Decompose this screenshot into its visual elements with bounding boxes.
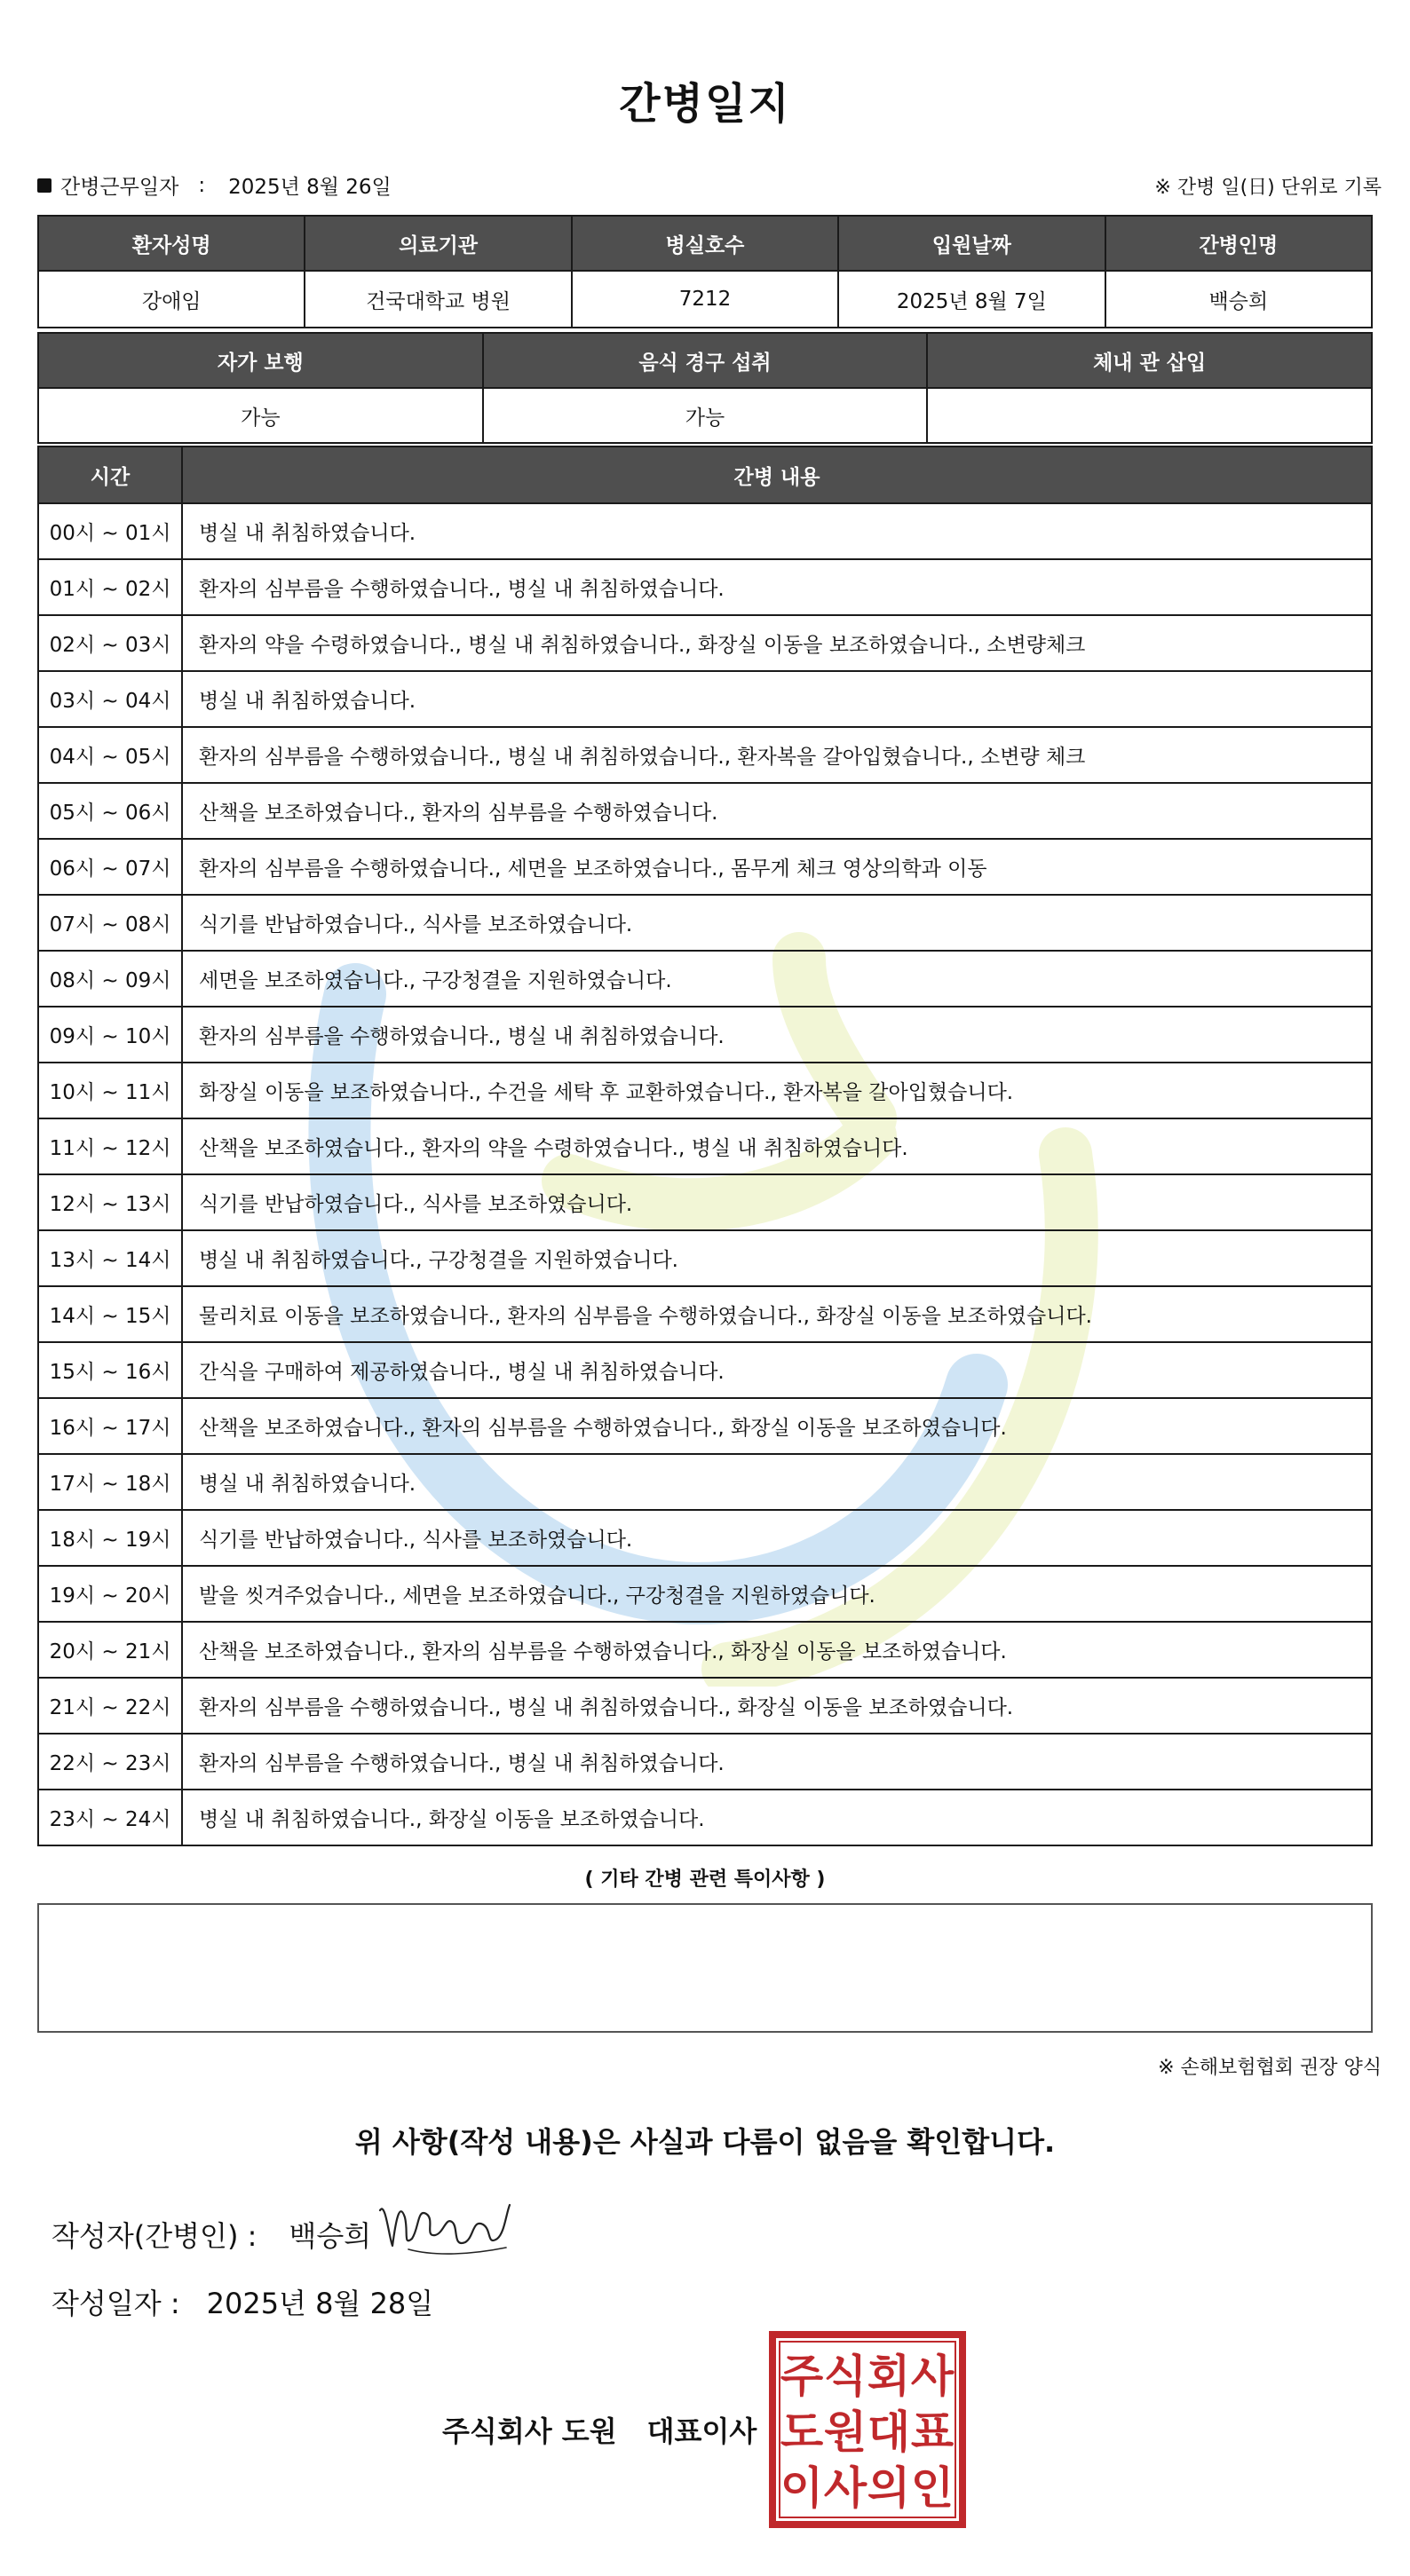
header-patient-name: 환자성명 [38,216,305,271]
header-time: 시간 [38,446,182,503]
header-care-content: 간병 내용 [182,446,1372,503]
work-date-label: 간병근무일자 [60,176,179,199]
care-content: 산책을 보조하였습니다., 환자의 심부름을 수행하였습니다., 화장실 이동을 보조하였습니다. [182,1622,1372,1678]
time-slot: 02시 ~ 03시 [38,615,182,671]
header-hospital: 의료기관 [305,216,571,271]
table-row [38,1230,1372,1286]
care-content: 환자의 심부름을 수행하였습니다., 병실 내 취침하였습니다., 화장실 이동을 보조하였습니다. [182,1678,1372,1734]
written-date-label: 작성일자 : [51,2287,180,2320]
time-slot: 09시 ~ 10시 [38,1007,182,1063]
time-slot: 11시 ~ 12시 [38,1118,182,1174]
table-row [38,727,1372,783]
table-row [38,1286,1372,1342]
time-slot: 18시 ~ 19시 [38,1510,182,1566]
care-content: 산책을 보조하였습니다., 환자의 약을 수령하였습니다., 병실 내 취침하였습니다. [182,1118,1372,1174]
work-date-separator: : [198,173,206,197]
table-row [38,1342,1372,1398]
care-content: 환자의 심부름을 수행하였습니다., 병실 내 취침하였습니다., 환자복을 갈아입혔습니다., 소변량 체크 [182,727,1372,783]
table-row [38,1566,1372,1622]
time-slot: 03시 ~ 04시 [38,671,182,727]
care-content: 세면을 보조하였습니다., 구강청결을 지원하였습니다. [182,951,1372,1007]
svg-text:이: 이 [780,2462,824,2514]
svg-text:회: 회 [867,2351,911,2402]
care-content: 병실 내 취침하였습니다. [182,671,1372,727]
written-date-value: 2025년 8월 28일 [206,2287,434,2320]
room-number: 7212 [572,271,838,328]
writer-line [51,2214,371,2255]
self-walking-value: 가능 [38,388,483,443]
patient-ability-table [37,332,1373,444]
writer-name: 백승희 [289,2219,372,2253]
svg-text:식: 식 [823,2351,867,2402]
table-row [38,1790,1372,1845]
time-slot: 04시 ~ 05시 [38,727,182,783]
care-content: 발을 씻겨주었습니다., 세면을 보조하였습니다., 구강청결을 지원하였습니다. [182,1566,1372,1622]
header-self-walking: 자가 보행 [38,333,483,388]
care-content: 병실 내 취침하였습니다., 화장실 이동을 보조하였습니다. [182,1790,1372,1845]
written-date-line [51,2281,433,2322]
time-slot: 20시 ~ 21시 [38,1622,182,1678]
time-slot: 08시 ~ 09시 [38,951,182,1007]
time-slot: 05시 ~ 06시 [38,783,182,839]
care-content: 식기를 반납하였습니다., 식사를 보조하였습니다. [182,1174,1372,1230]
table-row [38,559,1372,615]
table-row [38,1678,1372,1734]
hospital-name: 건국대학교 병원 [305,271,571,328]
table-row [38,1007,1372,1063]
care-log-table [37,446,1373,1846]
time-slot: 16시 ~ 17시 [38,1398,182,1454]
admission-date: 2025년 8월 7일 [838,271,1105,328]
care-content: 병실 내 취침하였습니다. [182,503,1372,559]
oral-intake-value: 가능 [483,388,928,443]
table-row [38,671,1372,727]
table-row [38,1510,1372,1566]
special-notes-box [37,1903,1373,2033]
unit-note: ※ 간병 일(日) 단위로 기록 [1154,177,1382,199]
table-row [38,1734,1372,1790]
care-content: 간식을 구매하여 제공하였습니다., 병실 내 취침하였습니다. [182,1342,1372,1398]
header-admission-date: 입원날짜 [838,216,1105,271]
header-room-number: 병실호수 [572,216,838,271]
svg-text:대: 대 [867,2406,911,2458]
care-content: 물리치료 이동을 보조하였습니다., 환자의 심부름을 수행하였습니다., 화장실 이동을 보조하였습니다. [182,1286,1372,1342]
ability-header-row [38,333,1372,388]
confirmation-statement: 위 사항(작성 내용)은 사실과 다름이 없음을 확인합니다. [354,2125,1056,2159]
representative-title: 대표이사 [646,2414,757,2448]
svg-text:사: 사 [910,2351,955,2402]
work-date-value: 2025년 8월 26일 [228,176,392,199]
care-content: 환자의 심부름을 수행하였습니다., 병실 내 취침하였습니다. [182,1007,1372,1063]
time-slot: 13시 ~ 14시 [38,1230,182,1286]
table-row [38,839,1372,895]
svg-text:원: 원 [823,2406,867,2458]
time-slot: 15시 ~ 16시 [38,1342,182,1398]
table-row [38,1063,1372,1118]
time-slot: 06시 ~ 07시 [38,839,182,895]
company-line [442,2409,756,2450]
caregiver-name: 백승희 [1105,271,1372,328]
svg-text:인: 인 [910,2462,955,2514]
time-slot: 14시 ~ 15시 [38,1286,182,1342]
time-slot: 17시 ~ 18시 [38,1454,182,1510]
table-row [38,951,1372,1007]
time-slot: 07시 ~ 08시 [38,895,182,951]
care-content: 병실 내 취침하였습니다., 구강청결을 지원하였습니다. [182,1230,1372,1286]
care-content: 산책을 보조하였습니다., 환자의 심부름을 수행하였습니다. [182,783,1372,839]
time-slot: 00시 ~ 01시 [38,503,182,559]
header-oral-intake: 음식 경구 섭취 [483,333,928,388]
work-date-line [37,170,392,200]
time-slot: 23시 ~ 24시 [38,1790,182,1845]
time-slot: 22시 ~ 23시 [38,1734,182,1790]
document-title: 간병일지 [619,79,791,129]
time-slot: 12시 ~ 13시 [38,1174,182,1230]
patient-info-value-row [38,271,1372,328]
svg-text:주: 주 [780,2351,824,2402]
company-name: 주식회사 도원 [442,2414,617,2448]
tube-insertion-value [927,388,1372,443]
care-content: 환자의 약을 수령하였습니다., 병실 내 취침하였습니다., 화장실 이동을 보조하였습니다., 소변량체크 [182,615,1372,671]
table-row [38,1454,1372,1510]
care-content: 환자의 심부름을 수행하였습니다., 병실 내 취침하였습니다. [182,1734,1372,1790]
header-caregiver-name: 간병인명 [1105,216,1372,271]
time-slot: 01시 ~ 02시 [38,559,182,615]
care-content: 환자의 심부름을 수행하였습니다., 병실 내 취침하였습니다. [182,559,1372,615]
patient-name: 강애임 [38,271,305,328]
table-row [38,1174,1372,1230]
svg-text:의: 의 [867,2462,911,2514]
patient-info-table [37,215,1373,328]
recommend-note: ※ 손해보험협회 권장 양식 [1158,2057,1382,2079]
square-bullet-icon [37,178,51,193]
table-row [38,783,1372,839]
svg-text:표: 표 [910,2406,955,2458]
care-content: 화장실 이동을 보조하였습니다., 수건을 세탁 후 교환하였습니다., 환자복을 갈아입혔습니다. [182,1063,1372,1118]
table-row [38,615,1372,671]
ability-value-row [38,388,1372,443]
handwritten-signature [373,2184,515,2264]
time-slot: 19시 ~ 20시 [38,1566,182,1622]
table-row [38,503,1372,559]
company-seal-stamp [767,2329,968,2530]
care-content: 식기를 반납하였습니다., 식사를 보조하였습니다. [182,895,1372,951]
care-content: 식기를 반납하였습니다., 식사를 보조하였습니다. [182,1510,1372,1566]
writer-label: 작성자(간병인) : [51,2219,257,2253]
svg-text:사: 사 [823,2462,867,2514]
patient-info-header-row [38,216,1372,271]
table-row [38,1622,1372,1678]
care-log-header-row [38,446,1372,503]
time-slot: 21시 ~ 22시 [38,1678,182,1734]
care-content: 산책을 보조하였습니다., 환자의 심부름을 수행하였습니다., 화장실 이동을 보조하였습니다. [182,1398,1372,1454]
care-content: 병실 내 취침하였습니다. [182,1454,1372,1510]
svg-text:도: 도 [780,2406,824,2458]
special-notes-title: ( 기타 간병 관련 특이사항 ) [584,1869,826,1891]
care-content: 환자의 심부름을 수행하였습니다., 세면을 보조하였습니다., 몸무게 체크 영상의학과 이동 [182,839,1372,895]
table-row [38,895,1372,951]
time-slot: 10시 ~ 11시 [38,1063,182,1118]
table-row [38,1118,1372,1174]
header-tube-insertion: 체내 관 삽입 [927,333,1372,388]
table-row [38,1398,1372,1454]
